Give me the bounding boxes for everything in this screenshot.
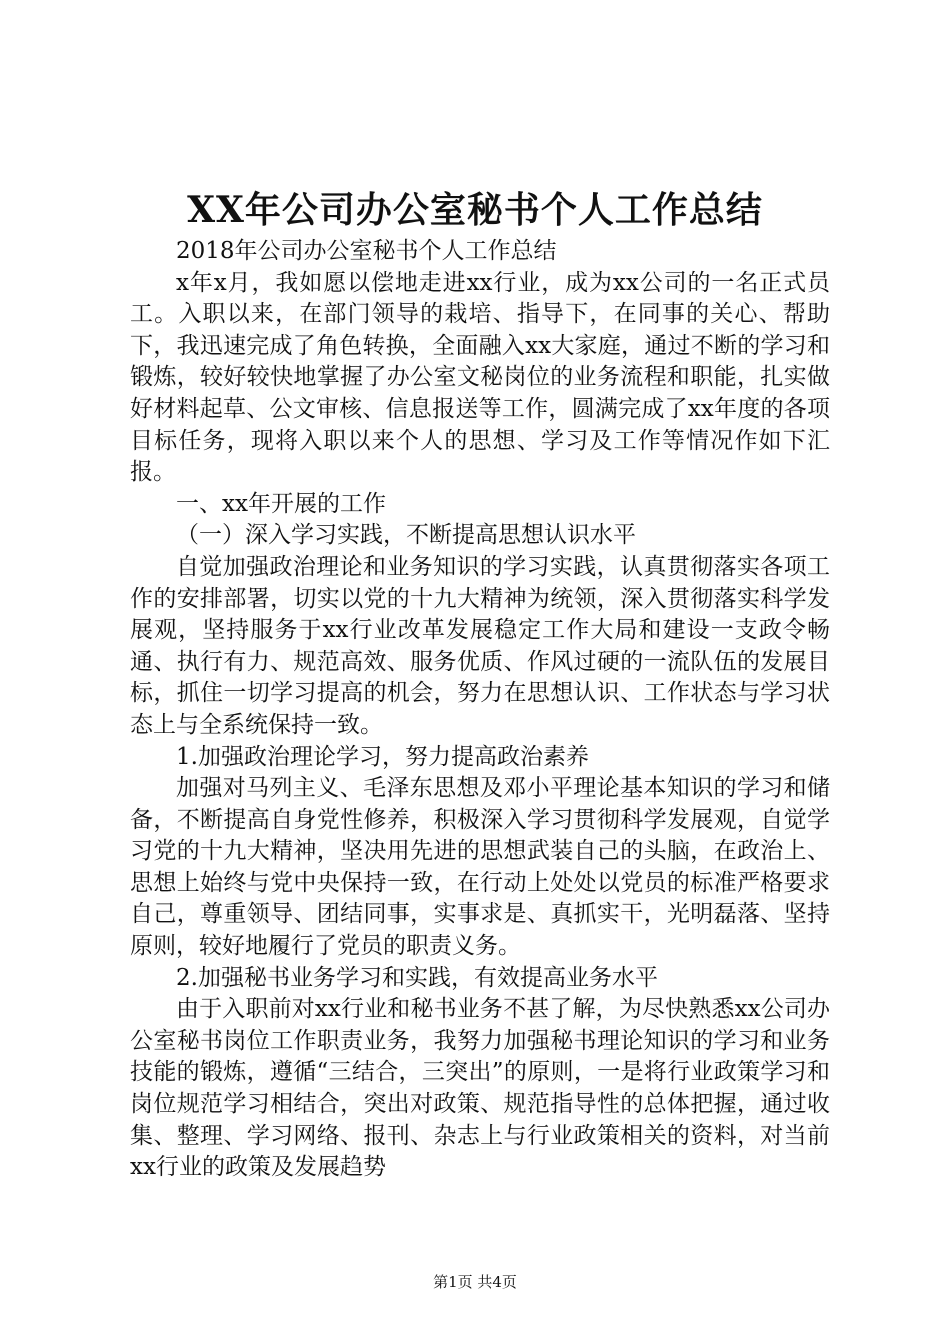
subsection-heading-1: （一）深入学习实践，不断提高思想认识水平 bbox=[176, 522, 636, 549]
section-heading-1: 一、xx年开展的工作 bbox=[176, 490, 386, 517]
body-paragraph-3: 由于入职前对xx行业和秘书业务不甚了解，为尽快熟悉xx公司办公室秘书岗位工作职责业务，我努力加强秘书理论知识的学习和业务技能的锻炼，遵循“三结合，三突出”的原则，一是将行业政策学习和岗位规范学习相结合，突出对政策、规范指导性的总体把握，通过收集、整理、学习网络、报刊、杂志上与行业政策相关的资料，对当前xx行业的政策及发展趋势 bbox=[130, 996, 830, 1181]
subtitle-paragraph: 2018年公司办公室秘书个人工作总结 bbox=[176, 238, 557, 264]
item-heading-1: 1.加强政治理论学习，努力提高政治素养 bbox=[176, 743, 589, 770]
intro-paragraph: x年x月，我如愿以偿地走进xx行业，成为xx公司的一名正式员工。入职以来，在部门领导的栽培、指导下，在同事的关心、帮助下，我迅速完成了角色转换，全面融入xx大家庭，通过不断的学习和锻炼，较好较快地掌握了办公室文秘岗位的业务流程和职能，扎实做好材料起草、公文审核、信息报送等工作，圆满完成了xx年度的各项目标任务，现将入职以来个人的思想、学习及工作等情况作如下汇报。 bbox=[130, 269, 830, 486]
body-paragraph-1: 自觉加强政治理论和业务知识的学习实践，认真贯彻落实各项工作的安排部署，切实以党的十九大精神为统领，深入贯彻落实科学发展观，坚持服务于xx行业改革发展稳定工作大局和建设一支政令畅通、执行有力、规范高效、服务优质、作风过硬的一流队伍的发展目标，抓住一切学习提高的机会，努力在思想认识、工作状态与学习状态上与全系统保持一致。 bbox=[130, 553, 830, 738]
document-body bbox=[130, 236, 830, 1184]
body-paragraph-2: 加强对马列主义、毛泽东思想及邓小平理论基本知识的学习和储备，不断提高自身党性修养，积极深入学习贯彻科学发展观，自觉学习党的十九大精神，坚决用先进的思想武装自己的头脑，在政治上、思想上始终与党中央保持一致，在行动上处处以党员的标准严格要求自己，尊重领导、团结同事，实事求是、真抓实干，光明磊落、坚持原则，较好地履行了党员的职责义务。 bbox=[130, 775, 830, 960]
document-title: XX年公司办公室秘书个人工作总结 bbox=[187, 189, 763, 231]
page-footer: 第1页 共4页 bbox=[433, 1273, 517, 1291]
item-heading-2: 2.加强秘书业务学习和实践，有效提高业务水平 bbox=[176, 964, 658, 991]
